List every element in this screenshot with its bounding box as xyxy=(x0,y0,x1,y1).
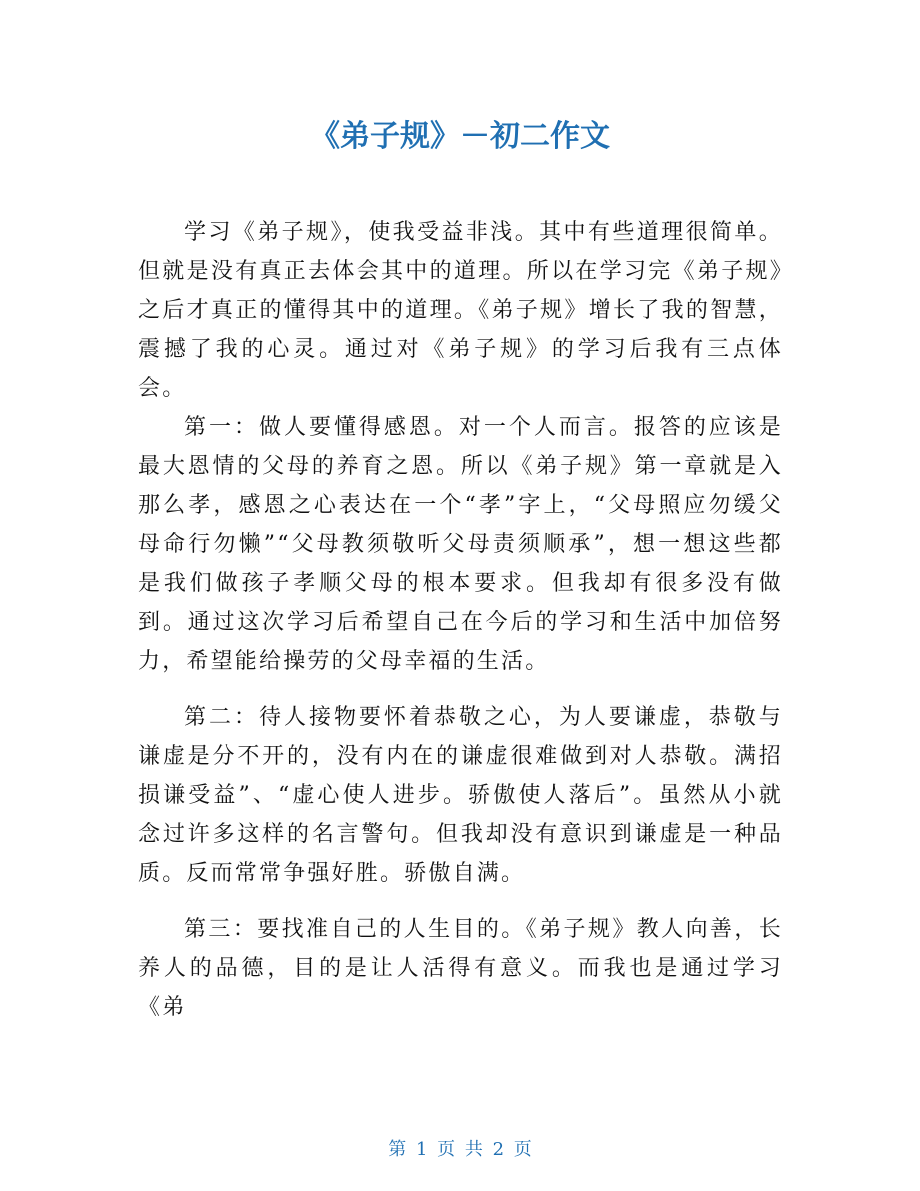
page-number-footer: 第 1 页 共 2 页 xyxy=(388,1139,532,1160)
paragraph-intro: 学习《弟子规》，使我受益非浅。其中有些道理很简单。但就是没有真正去体会其中的道理。所以在学习完《弟子规》之后才真正的懂得其中的道理。《弟子规》增长了我的智慧，震撼了我的心灵。通过对《弟子规》的学习后我有三点体会。 xyxy=(138,220,783,401)
paragraph-point-one: 第一：做人要懂得感恩。对一个人而言。报答的应该是最大恩情的父母的养育之恩。所以《弟子规》第一章就是入那么孝，感恩之心表达在一个“孝”字上，“父母照应勿缓父母命行勿懒”“父母教须敬听父母责须顺承”，想一想这些都是我们做孩子孝顺父母的根本要求。但我却有很多没有做到。通过这次学习后希望自己在今后的学习和生活中加倍努力，希望能给操劳的父母幸福的生活。 xyxy=(138,415,783,674)
document-title: 《弟子规》－初二作文 xyxy=(310,119,610,154)
document-body xyxy=(138,213,783,1027)
paragraph-point-three: 第三：要找准自己的人生目的。《弟子规》教人向善，长养人的品德，目的是让人活得有意义。而我也是通过学习《弟 xyxy=(138,917,783,1020)
paragraph-point-two: 第二：待人接物要怀着恭敬之心，为人要谦虚，恭敬与谦虚是分不开的，没有内在的谦虚很难做到对人恭敬。满招损谦受益”、“虚心使人进步。骄傲使人落后”。虽然从小就念过许多这样的名言警句。但我却没有意识到谦虚是一种品质。反而常常争强好胜。骄傲自满。 xyxy=(138,705,783,886)
